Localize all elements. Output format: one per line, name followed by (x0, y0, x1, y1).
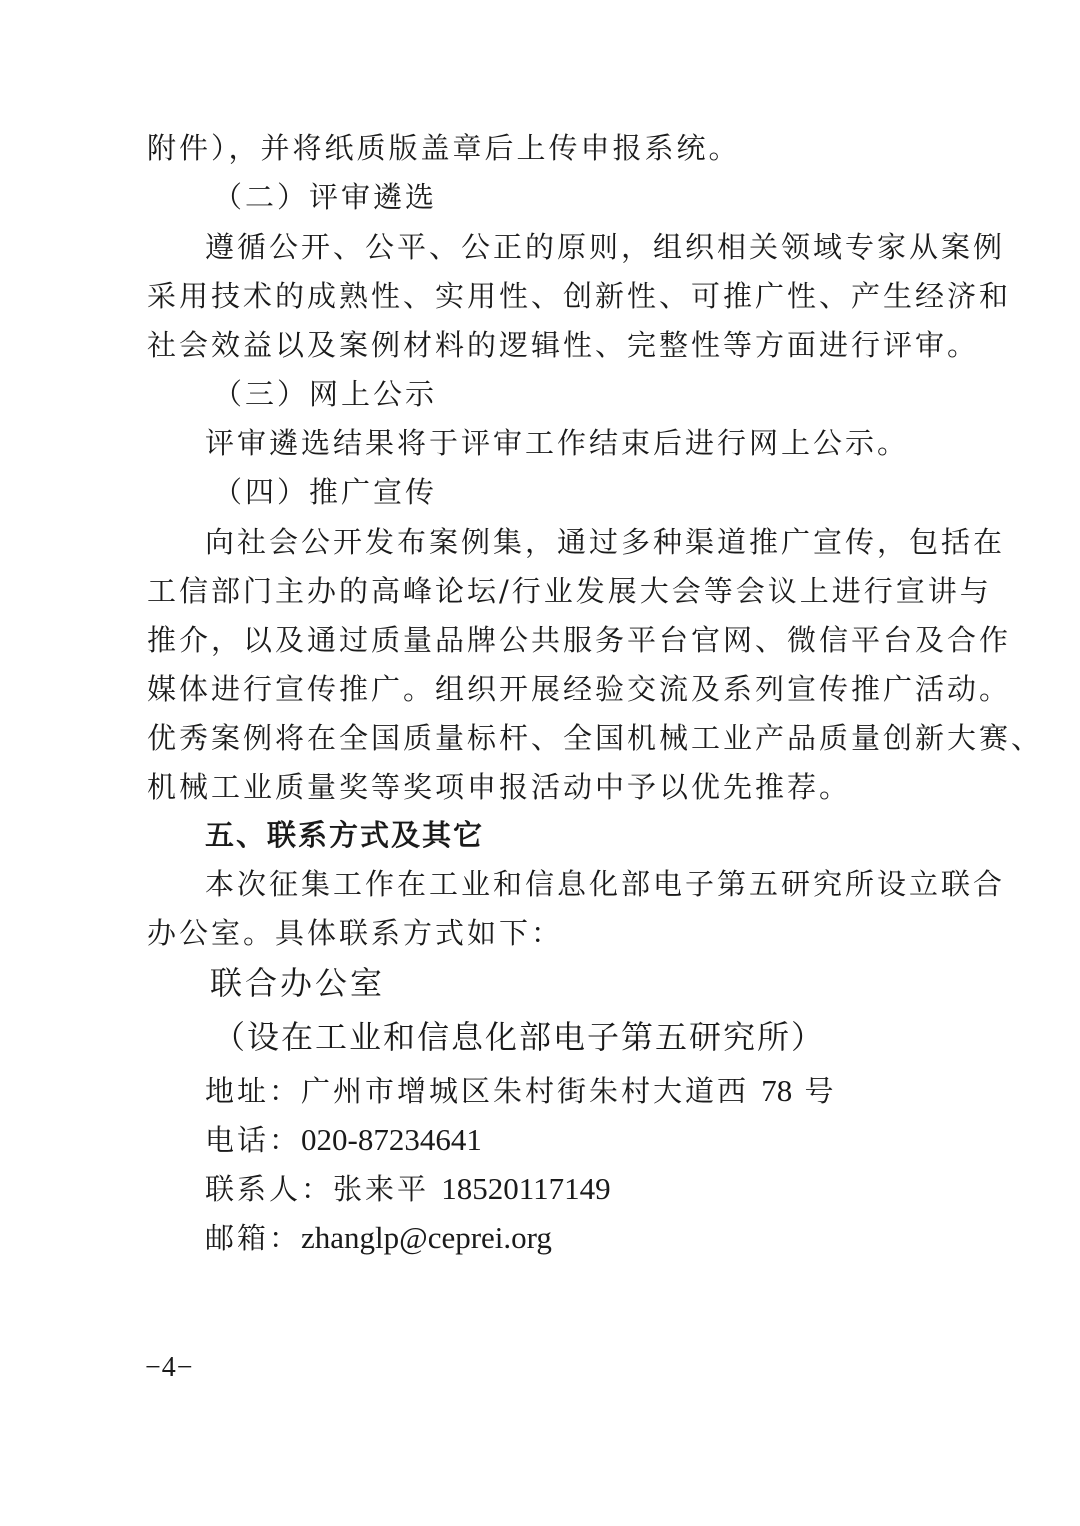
paragraph-line: 评审遴选结果将于评审工作结束后进行网上公示。 (205, 426, 910, 460)
paragraph-line: 优秀案例将在全国质量标杆、全国机械工业产品质量创新大赛、 (147, 721, 1044, 755)
page-number: −4− (145, 1352, 194, 1383)
email-label: 邮箱： (205, 1221, 302, 1255)
paragraph-line: 社会效益以及案例材料的逻辑性、完整性等方面进行评审。 (147, 328, 980, 362)
paragraph-line: 办公室。具体联系方式如下： (147, 916, 564, 950)
office-title: 联合办公室 (210, 964, 386, 1002)
paragraph-line: 推介，以及通过质量品牌公共服务平台官网、微信平台及合作 (147, 623, 1012, 657)
contact-person (205, 1169, 611, 1209)
person-label: 联系人： (205, 1172, 334, 1206)
address-value: 广州市增城区朱村街朱村大道西 (301, 1074, 762, 1108)
office-subtitle: （设在工业和信息化部电子第五研究所） (213, 1018, 826, 1056)
address-label: 地址： (205, 1074, 302, 1108)
paragraph-line: 工信部门主办的高峰论坛/行业发展大会等会议上进行宣讲与 (147, 574, 992, 608)
contact-address (205, 1071, 836, 1111)
section-subheading: （三）网上公示 (213, 377, 438, 411)
paragraph-line: 本次征集工作在工业和信息化部电子第五研究所设立联合 (205, 867, 1006, 901)
phone-value: 020-87234641 (301, 1122, 482, 1157)
paragraph-line: 遵循公开、公平、公正的原则，组织相关领域专家从案例 (205, 230, 1006, 264)
paragraph-line: 附件），并将纸质版盖章后上传申报系统。 (147, 131, 741, 165)
person-name: 张来平 (333, 1172, 442, 1206)
contact-phone (205, 1120, 482, 1160)
paragraph-line: 采用技术的成熟性、实用性、创新性、可推广性、产生经济和 (147, 279, 1012, 313)
contact-email (205, 1218, 552, 1258)
person-phone: 18520117149 (441, 1171, 611, 1206)
section-heading: 五、联系方式及其它 (205, 818, 485, 852)
email-value: zhanglp@ceprei.org (301, 1220, 552, 1255)
address-number: 78 (761, 1073, 793, 1108)
section-subheading: （二）评审遴选 (213, 180, 438, 214)
address-suffix: 号 (792, 1074, 837, 1108)
paragraph-line: 向社会公开发布案例集，通过多种渠道推广宣传，包括在 (205, 525, 1006, 559)
phone-label: 电话： (205, 1123, 302, 1157)
paragraph-line: 媒体进行宣传推广。组织开展经验交流及系列宣传推广活动。 (147, 672, 1012, 706)
paragraph-line: 机械工业质量奖等奖项申报活动中予以优先推荐。 (147, 770, 852, 804)
section-subheading: （四）推广宣传 (213, 475, 438, 509)
